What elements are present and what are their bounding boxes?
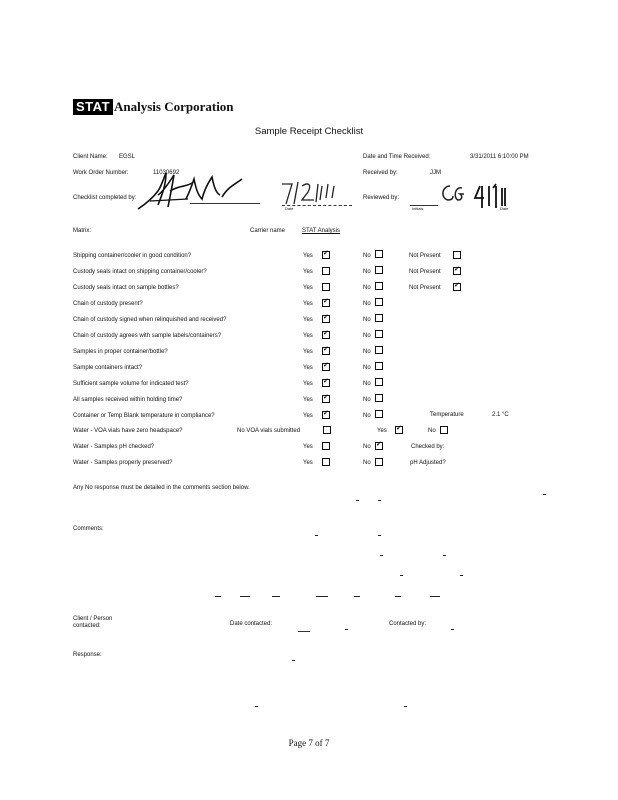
ph-preserved-yes-label: Yes (303, 460, 313, 466)
yes-label: Yes (303, 349, 313, 355)
reviewed-by-label: Reviewed by: (363, 195, 400, 201)
no-voa-checkbox[interactable] (323, 426, 331, 434)
no-label: No (363, 333, 371, 339)
date-time-received-label: Date and Time Received: (363, 154, 431, 160)
no-checkbox[interactable] (375, 362, 383, 370)
ph-checked-no-checkbox[interactable] (375, 442, 383, 450)
checklist-question: Container or Temp Blank temperature in compliance? (73, 413, 215, 419)
checklist-question: Sufficient sample volume for indicated test? (73, 381, 189, 387)
no-label: No (363, 301, 371, 307)
no-checkbox[interactable] (375, 394, 383, 402)
work-order-value: 11030692 (153, 170, 180, 176)
page-number: Page 7 of 7 (288, 738, 330, 748)
not-present-checkbox[interactable] (453, 267, 461, 275)
no-voa-label: No VOA vials submitted (237, 428, 301, 434)
not-present-label: Not Present (409, 285, 441, 291)
yes-label: Yes (303, 413, 313, 419)
yes-label: Yes (303, 269, 313, 275)
checklist-question: All samples received within holding time? (73, 397, 183, 403)
no-label: No (363, 413, 371, 419)
client-person-label: Client / Person (73, 616, 113, 622)
carrier-name-label: Carrier name (250, 228, 286, 234)
ph-preserved-yes-checkbox[interactable] (322, 458, 330, 466)
yes-label: Yes (303, 301, 313, 307)
checklist-completed-label: Checklist completed by: (73, 195, 137, 201)
checked-by-label: Checked by: (411, 444, 445, 450)
signature-line (190, 203, 260, 204)
work-order-label: Work Order Number: (73, 170, 129, 176)
water-ph-preserved-question: Water - Samples properly preserved? (73, 460, 173, 466)
no-label: No (363, 285, 371, 291)
ph-adjusted-label: pH Adjusted? (410, 460, 446, 466)
not-present-label: Not Present (409, 269, 441, 275)
received-by-value: JJM (430, 170, 441, 176)
yes-label: Yes (303, 333, 313, 339)
yes-checkbox[interactable] (322, 251, 330, 259)
checklist-question: Shipping container/cooler in good condition? (73, 253, 192, 259)
date-contacted-label: Date contacted: (230, 621, 273, 627)
no-checkbox[interactable] (375, 410, 383, 418)
client-name-label: Client Name: (73, 154, 108, 160)
not-present-label: Not Present (409, 253, 441, 259)
checklist-question: Custody seals intact on shipping container/cooler? (73, 269, 207, 275)
water-voa-question: Water - VOA vials have zero headspace? (73, 428, 183, 434)
water-ph-checked-question: Water - Samples pH checked? (73, 444, 155, 450)
yes-label: Yes (303, 285, 313, 291)
handwritten-date (278, 178, 358, 208)
yes-checkbox[interactable] (322, 299, 330, 307)
no-label: No (363, 397, 371, 403)
no-label: No (363, 269, 371, 275)
yes-checkbox[interactable] (322, 315, 330, 323)
not-present-checkbox[interactable] (453, 251, 461, 259)
yes-checkbox[interactable] (322, 331, 330, 339)
water-voa-no-label: No (428, 428, 436, 434)
company-logo: STAT (73, 99, 113, 115)
water-voa-yes-checkbox[interactable] (395, 426, 403, 434)
yes-checkbox[interactable] (322, 363, 330, 371)
ph-checked-no-label: No (363, 444, 371, 450)
no-label: No (363, 381, 371, 387)
temperature-label: Temperature (430, 412, 464, 418)
yes-checkbox[interactable] (322, 379, 330, 387)
no-checkbox[interactable] (375, 314, 383, 322)
ph-checked-yes-label: Yes (303, 444, 313, 450)
checklist-question: Chain of custody agrees with sample labels/containers? (73, 333, 222, 339)
response-label: Response: (73, 652, 102, 658)
carrier-name-value: STAT Analysis (302, 228, 341, 234)
no-checkbox[interactable] (375, 346, 383, 354)
handwritten-initials (438, 182, 464, 204)
date-caption-2: Date (500, 206, 509, 211)
yes-label: Yes (303, 397, 313, 403)
received-by-label: Received by: (363, 170, 398, 176)
yes-checkbox[interactable] (322, 395, 330, 403)
date-caption: Date (285, 206, 294, 211)
no-checkbox[interactable] (375, 250, 383, 258)
comments-label: Comments: (73, 526, 104, 532)
initials-caption: Initials (412, 206, 424, 211)
yes-checkbox[interactable] (322, 283, 330, 291)
ph-checked-yes-checkbox[interactable] (322, 442, 330, 450)
yes-checkbox[interactable] (322, 411, 330, 419)
yes-label: Yes (303, 365, 313, 371)
water-voa-no-checkbox[interactable] (440, 426, 448, 434)
not-present-checkbox[interactable] (453, 283, 461, 291)
date-contacted-line (298, 631, 310, 632)
yes-checkbox[interactable] (322, 267, 330, 275)
client-name-value: EGSL (119, 154, 136, 160)
no-label: No (363, 365, 371, 371)
yes-checkbox[interactable] (322, 347, 330, 355)
no-checkbox[interactable] (375, 266, 383, 274)
checklist-question: Custody seals intact on sample bottles? (73, 285, 179, 291)
no-label: No (363, 349, 371, 355)
checklist-question: Chain of custody signed when relinquished and received? (73, 317, 227, 323)
client-person-label-2: contacted: (73, 623, 101, 629)
no-checkbox[interactable] (375, 378, 383, 386)
checklist-question: Sample containers intact? (73, 365, 143, 371)
no-label: No (363, 317, 371, 323)
company-name: Analysis Corporation (114, 99, 234, 114)
no-checkbox[interactable] (375, 282, 383, 290)
ph-preserved-no-checkbox[interactable] (375, 458, 383, 466)
matrix-label: Matrix: (73, 228, 91, 234)
no-checkbox[interactable] (375, 298, 383, 306)
water-voa-yes-label: Yes (377, 428, 387, 434)
note-text: Any No response must be detailed in the comments section below. (73, 485, 250, 491)
yes-label: Yes (303, 253, 313, 259)
signature-image (130, 165, 260, 215)
checklist-question: Samples in proper container/bottle? (73, 349, 168, 355)
page-title: Sample Receipt Checklist (254, 126, 364, 137)
date-time-received-value: 3/31/2011 6:10:00 PM (470, 154, 529, 160)
contacted-by-label: Contacted by: (389, 621, 427, 627)
no-checkbox[interactable] (375, 330, 383, 338)
ph-preserved-no-label: No (363, 460, 371, 466)
temperature-value: 2.1 °C (492, 412, 509, 418)
no-label: No (363, 253, 371, 259)
yes-label: Yes (303, 317, 313, 323)
checklist-question: Chain of custody present? (73, 301, 143, 307)
yes-label: Yes (303, 381, 313, 387)
